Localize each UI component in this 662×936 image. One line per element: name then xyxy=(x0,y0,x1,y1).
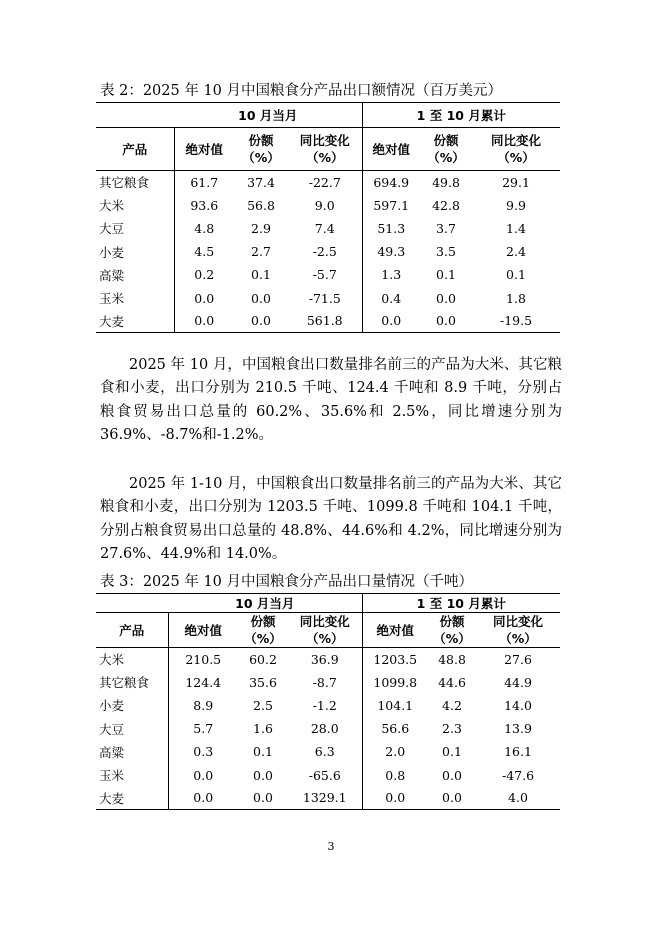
value-cell: 16.1 xyxy=(504,744,532,760)
value-cell: 0.0 xyxy=(251,290,271,306)
group-header: 10 月当月 xyxy=(168,594,362,613)
value-cell: 2.4 xyxy=(506,244,526,260)
value-cell: 210.5 xyxy=(168,648,238,671)
value-cell: 9.9 xyxy=(506,197,526,213)
value-cell: 1203.5 xyxy=(362,648,428,671)
value-cell: 0.0 xyxy=(436,290,456,306)
value-cell: 8.9 xyxy=(168,694,238,717)
value-cell: 1.8 xyxy=(506,290,526,306)
value-cell: 694.9 xyxy=(362,171,420,194)
value-cell: 0.1 xyxy=(436,267,456,283)
value-cell: 0.1 xyxy=(253,744,273,760)
column-header: 同比变化 （%） xyxy=(288,613,362,648)
table-row xyxy=(96,171,560,194)
value-cell: 93.6 xyxy=(174,194,234,217)
column-header: 同比变化 （%） xyxy=(476,613,560,648)
value-cell: 3.5 xyxy=(436,244,456,260)
value-cell: 0.0 xyxy=(442,767,462,783)
value-cell: 0.1 xyxy=(251,267,271,283)
product-name-cell: 高粱 xyxy=(99,744,125,760)
value-cell: -71.5 xyxy=(308,290,341,306)
value-cell: -5.7 xyxy=(312,267,337,283)
value-cell: 0.0 xyxy=(168,763,238,786)
value-cell: 37.4 xyxy=(247,174,275,190)
value-cell: 0.0 xyxy=(238,787,288,810)
value-cell: 0.8 xyxy=(362,763,428,786)
value-cell: 124.4 xyxy=(168,671,238,694)
value-cell: 36.9 xyxy=(310,651,339,667)
column-header: 同比变化 （%） xyxy=(472,128,560,171)
value-cell: 48.8 xyxy=(438,651,466,667)
value-cell: -2.5 xyxy=(312,244,337,260)
value-cell: 0.0 xyxy=(174,286,234,309)
value-cell: 4.8 xyxy=(174,217,234,240)
value-cell: 49.3 xyxy=(362,240,420,263)
group-header: 1 至 10 月累计 xyxy=(362,103,560,128)
table-row xyxy=(96,694,560,717)
table-row xyxy=(96,671,560,694)
value-cell: 9.0 xyxy=(314,197,335,213)
column-header: 同比变化 （%） xyxy=(288,128,362,171)
product-name-cell: 大麦 xyxy=(96,787,168,810)
group-header: 10 月当月 xyxy=(174,103,362,128)
value-cell: 0.0 xyxy=(428,787,476,810)
product-name-cell: 小麦 xyxy=(99,698,125,714)
table-row xyxy=(96,787,560,810)
product-name-cell: 玉米 xyxy=(99,768,125,784)
value-cell: 0.1 xyxy=(506,267,526,283)
value-cell: 0.0 xyxy=(168,787,238,810)
table-row xyxy=(96,240,560,263)
value-cell: 0.0 xyxy=(174,310,234,333)
value-cell: 60.2 xyxy=(249,651,277,667)
value-cell: 2.0 xyxy=(362,740,428,763)
table-row xyxy=(96,286,560,309)
value-cell: 35.6 xyxy=(249,674,277,690)
group-header: 1 至 10 月累计 xyxy=(362,594,560,613)
value-cell: 0.0 xyxy=(420,310,472,333)
value-cell: 2.7 xyxy=(251,244,271,260)
value-cell: 2.3 xyxy=(442,721,462,737)
value-cell: -47.6 xyxy=(501,767,535,783)
value-cell: 0.2 xyxy=(174,263,234,286)
column-header: 产品 xyxy=(96,128,174,171)
product-name-cell: 其它粮食 xyxy=(99,675,150,691)
value-cell: 61.7 xyxy=(174,171,234,194)
value-cell: 27.6 xyxy=(504,651,532,667)
value-cell: 14.0 xyxy=(504,697,532,713)
table-row xyxy=(96,717,560,740)
value-cell: -22.7 xyxy=(308,174,341,190)
value-cell: 3.7 xyxy=(436,220,456,236)
value-cell: -19.5 xyxy=(472,310,560,333)
column-header: 绝对值 xyxy=(168,613,238,648)
value-cell: 0.0 xyxy=(362,310,420,333)
table-row xyxy=(96,263,560,286)
value-cell: 1.3 xyxy=(362,263,420,286)
blank-header-cell xyxy=(96,103,174,128)
value-cell: 6.3 xyxy=(314,744,335,760)
value-cell: 0.0 xyxy=(362,787,428,810)
value-cell: 51.3 xyxy=(362,217,420,240)
value-cell: -1.2 xyxy=(312,697,337,713)
value-cell: -8.7 xyxy=(312,674,337,690)
paragraph-ytd-volume: 2025 年 1-10 月，中国粮食出口数量排名前三的产品为大米、其它粮食和小麦，出口分别为 1203.5 千吨、1099.8 千吨和 104.1 千吨，分别占粮食贸易出口总量的 48.8%、44.6%和 4.2%，同比增速分别为 27.6%、44.9%和 14.0%。 xyxy=(100,475,562,562)
value-cell: 56.8 xyxy=(247,197,275,213)
value-cell: 597.1 xyxy=(362,194,420,217)
value-cell: 104.1 xyxy=(362,694,428,717)
value-cell: 42.8 xyxy=(432,197,460,213)
value-cell: 561.8 xyxy=(288,310,362,333)
value-cell: 1099.8 xyxy=(362,671,428,694)
column-header: 产品 xyxy=(96,613,168,648)
value-cell: 13.9 xyxy=(504,721,532,737)
product-name-cell: 小麦 xyxy=(99,244,125,260)
column-header: 份额 （%） xyxy=(234,128,288,171)
export-volume-table xyxy=(96,593,560,810)
column-header: 份额 （%） xyxy=(238,613,288,648)
product-name-cell: 大米 xyxy=(99,652,125,668)
value-cell: 0.1 xyxy=(442,744,462,760)
value-cell: 4.0 xyxy=(476,787,560,810)
product-name-cell: 其它粮食 xyxy=(99,175,150,191)
value-cell: 28.0 xyxy=(310,721,339,737)
value-cell: 0.3 xyxy=(168,740,238,763)
table-row xyxy=(96,217,560,240)
value-cell: 7.4 xyxy=(314,220,335,236)
value-cell: 5.7 xyxy=(168,717,238,740)
product-name-cell: 大豆 xyxy=(99,721,125,737)
table-row xyxy=(96,740,560,763)
value-cell: 0.0 xyxy=(253,767,273,783)
value-cell: 0.0 xyxy=(234,310,288,333)
export-value-table xyxy=(96,102,560,333)
value-cell: 1.6 xyxy=(253,721,273,737)
product-name-cell: 高粱 xyxy=(99,267,125,283)
table3-caption: 表 3：2025 年 10 月中国粮食分产品出口量情况（千吨） xyxy=(100,574,474,590)
value-cell: 2.9 xyxy=(251,220,271,236)
value-cell: 1329.1 xyxy=(288,787,362,810)
column-header: 绝对值 xyxy=(362,128,420,171)
value-cell: 2.5 xyxy=(253,697,273,713)
value-cell: 1.4 xyxy=(506,220,526,236)
value-cell: 49.8 xyxy=(432,174,460,190)
value-cell: 4.5 xyxy=(174,240,234,263)
product-name-cell: 大米 xyxy=(99,198,125,214)
value-cell: 44.6 xyxy=(438,674,466,690)
product-name-cell: 大麦 xyxy=(96,310,174,333)
table-row xyxy=(96,648,560,671)
blank-header-cell xyxy=(96,594,168,613)
column-header: 绝对值 xyxy=(174,128,234,171)
column-header: 绝对值 xyxy=(362,613,428,648)
paragraph-monthly-volume: 2025 年 10 月，中国粮食出口数量排名前三的产品为大米、其它粮食和小麦，出口分别为 210.5 千吨、124.4 千吨和 8.9 千吨，分别占粮食贸易出口总量的 60.2%、35.6%和 2.5%，同比增速分别为 36.9%、-8.7%和-1.2%。 xyxy=(100,356,562,443)
value-cell: 29.1 xyxy=(502,174,530,190)
table-row xyxy=(96,763,560,786)
value-cell: -65.6 xyxy=(308,767,341,783)
value-cell: 0.4 xyxy=(362,286,420,309)
column-header: 份额 （%） xyxy=(420,128,472,171)
product-name-cell: 玉米 xyxy=(99,291,125,307)
product-name-cell: 大豆 xyxy=(99,221,125,237)
table-row xyxy=(96,194,560,217)
value-cell: 56.6 xyxy=(362,717,428,740)
page-number: 3 xyxy=(327,840,335,853)
table-row xyxy=(96,310,560,333)
column-header: 份额 （%） xyxy=(428,613,476,648)
table2-caption: 表 2：2025 年 10 月中国粮食分产品出口额情况（百万美元） xyxy=(100,83,503,99)
value-cell: 44.9 xyxy=(504,674,532,690)
value-cell: 4.2 xyxy=(442,697,462,713)
